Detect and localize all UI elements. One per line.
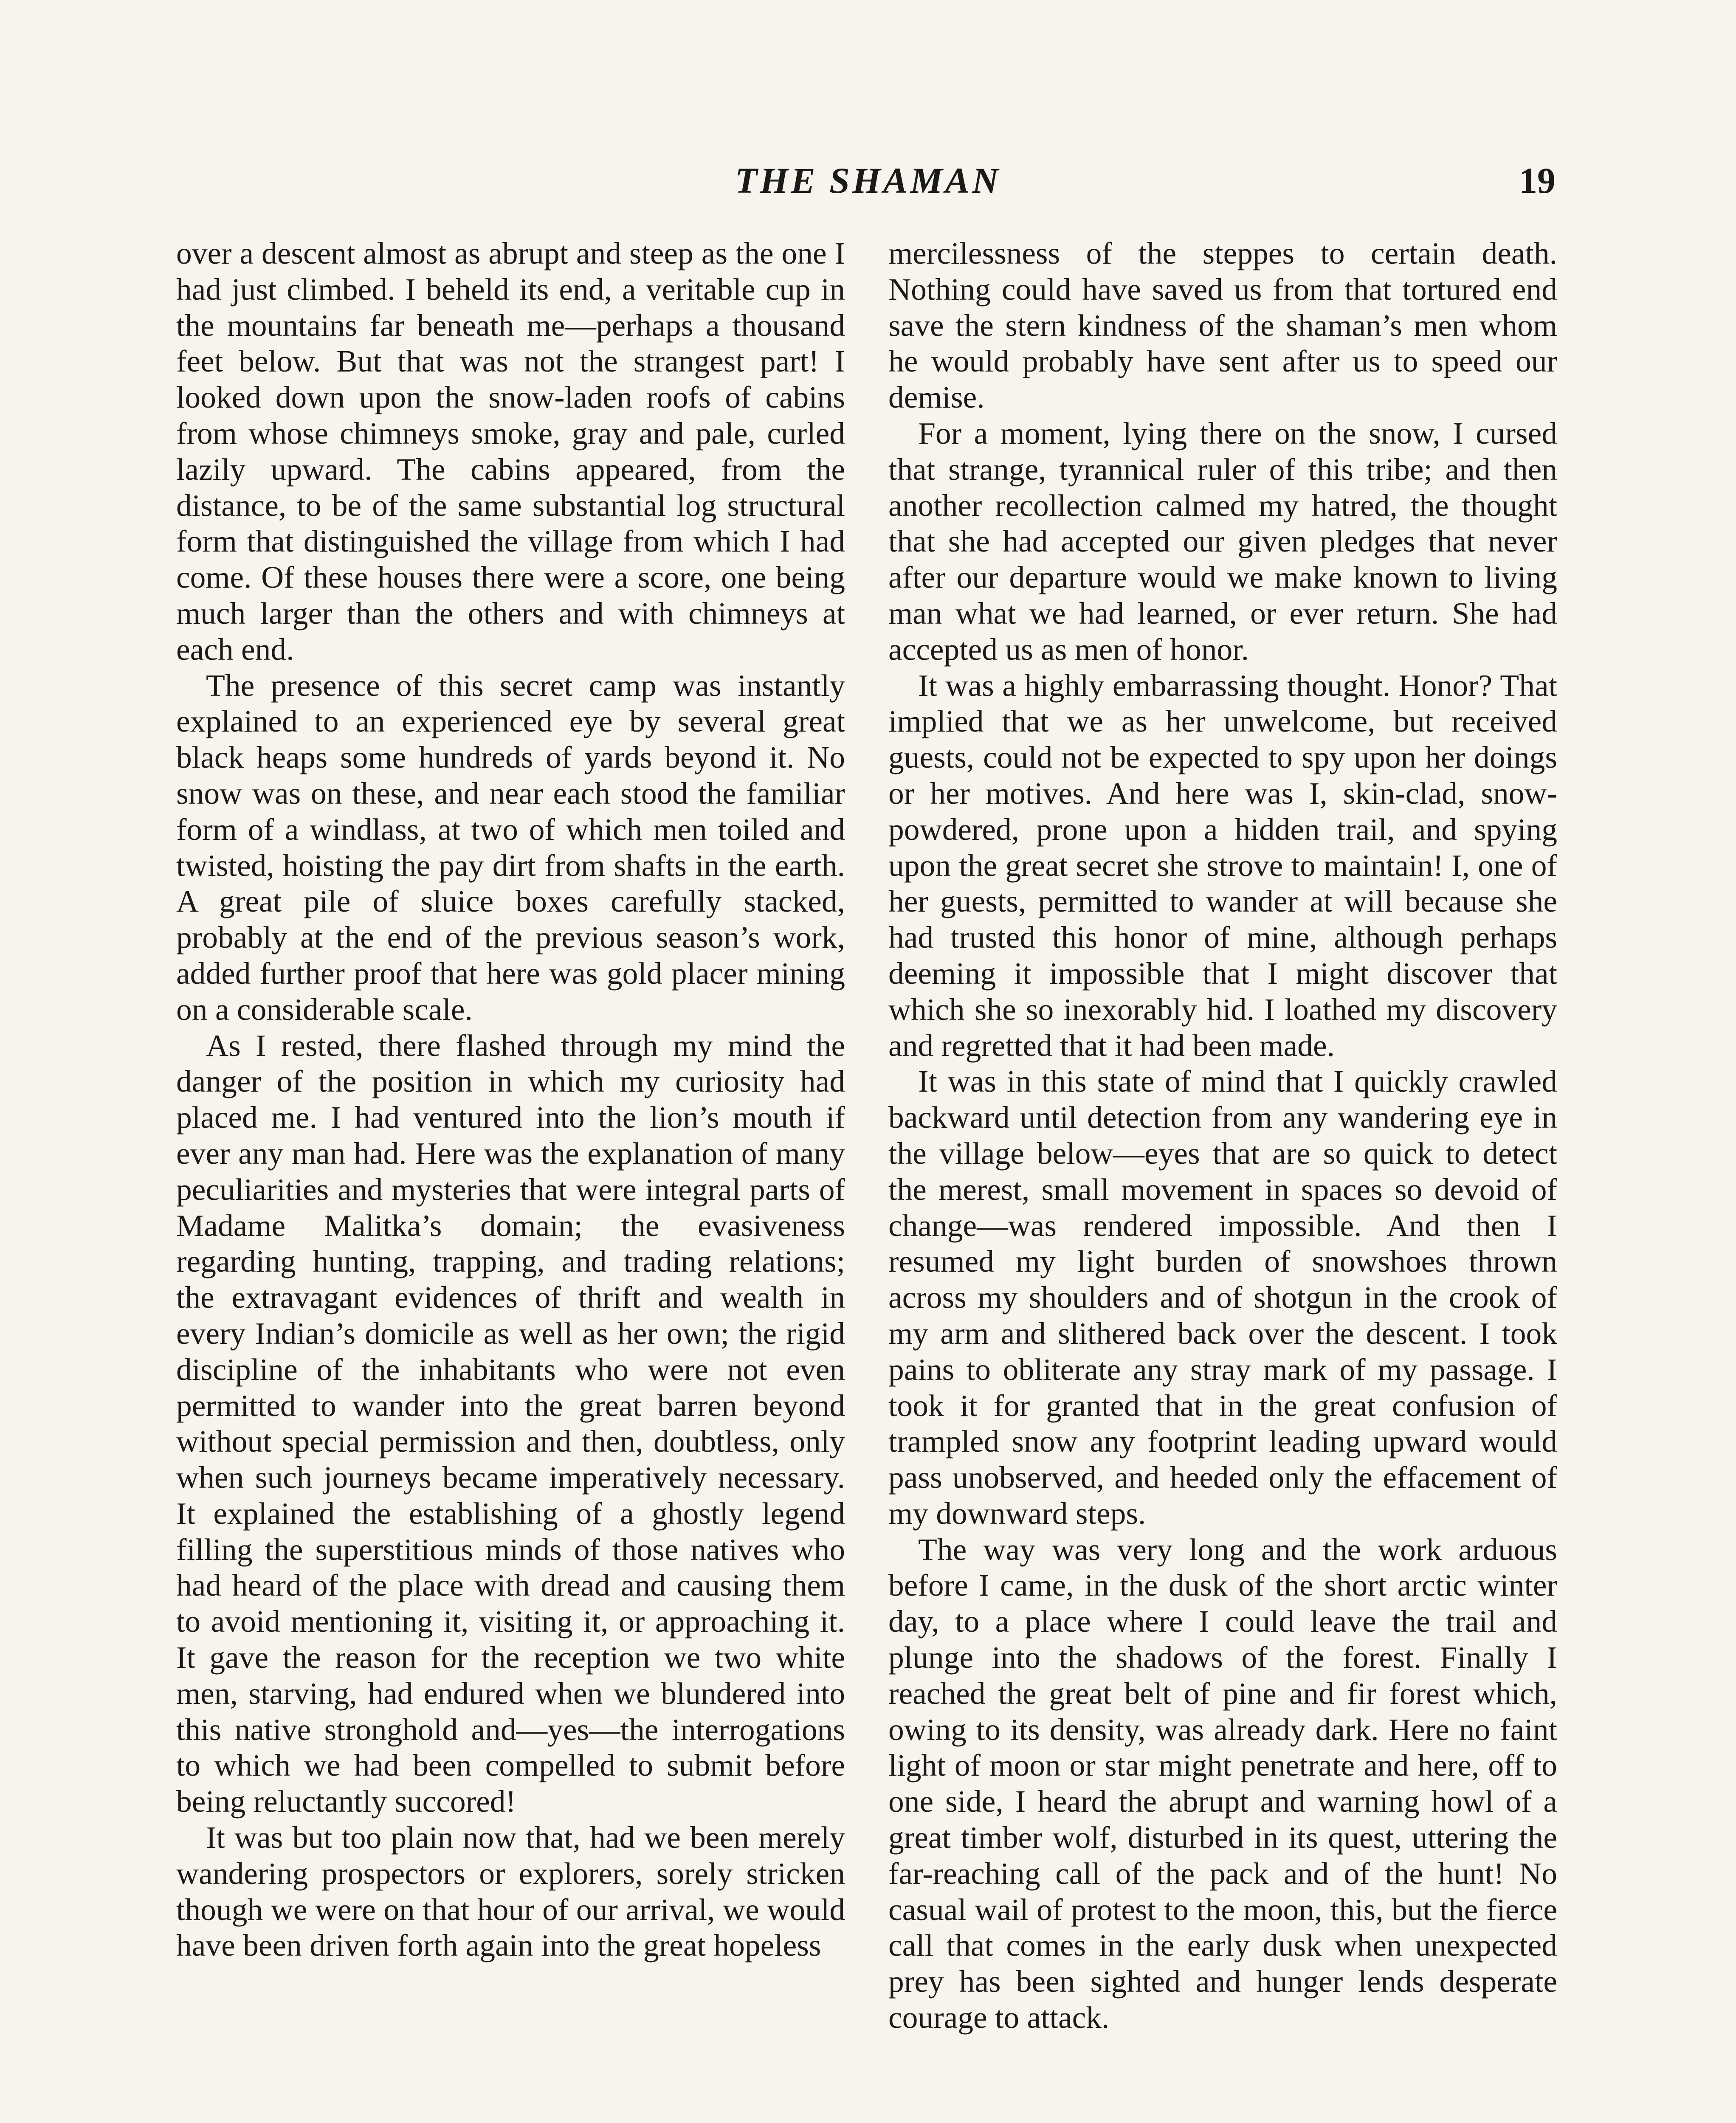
page-header	[0, 159, 1736, 210]
paragraph: As I rested, there flashed through my mind the danger of the position in which my curiosity had placed me. I had ventured into the lion’s mouth if ever any man had. Here was the explanation of many peculiarities and mysteries that were integral parts of Madame Malitka’s domain; the evasiveness regarding hunting, trapping, and trading relations; the extravagant evidences of thrift and wealth in every Indian’s domicile as well as her own; the rigid discipline of the inhabitants who were not even permitted to wander into the great barren beyond without special permission and then, doubtless, only when such journeys became imperatively necessary. It explained the establishing of a ghostly legend filling the superstitious minds of those natives who had heard of the place with dread and causing them to avoid mentioning it, visiting it, or approaching it. It gave the reason for the reception we two white men, starving, had endured when we blundered into this native stronghold and—yes—the interrogations to which we had been compelled to submit before being reluctantly succored!	[176, 1028, 845, 1819]
left-column	[176, 236, 845, 1964]
paragraph: It was a highly embarrassing thought. Honor? That implied that we as her unwelcome, but received guests, could not be expected to spy upon her doings or her motives. And here was I, skin-clad, snow-powdered, prone upon a hidden trail, and spying upon the great secret she strove to maintain! I, one of her guests, permitted to wander at will because she had trusted this honor of mine, although perhaps deeming it impossible that I might discover that which she so inexorably hid. I loathed my discovery and regretted that it had been made.	[888, 668, 1557, 1063]
paragraph: For a moment, lying there on the snow, I cursed that strange, tyrannical ruler of this tribe; and then another recollection calmed my hatred, the thought that she had accepted our given pledges that never after our departure would we make known to living man what we had learned, or ever return. She had accepted us as men of honor.	[888, 416, 1557, 667]
paragraph: mercilessness of the steppes to certain death. Nothing could have saved us from that tortured end save the stern kindness of the shaman’s men whom he would probably have sent after us to speed our demise.	[888, 236, 1557, 415]
page-number: 19	[1519, 160, 1556, 201]
right-column	[888, 236, 1557, 2036]
paragraph: It was in this state of mind that I quickly crawled backward until detection from any wandering eye in the village below—eyes that are so quick to detect the merest, small movement in spaces so devoid of change—was rendered impossible. And then I resumed my light burden of snowshoes thrown across my shoulders and of shotgun in the crook of my arm and slithered back over the descent. I took pains to obliterate any stray mark of my passage. I took it for granted that in the great confusion of trampled snow any footprint leading upward would pass unobserved, and heeded only the effacement of my downward steps.	[888, 1064, 1557, 1531]
paragraph: over a descent almost as abrupt and steep as the one I had just climbed. I beheld its end, a veritable cup in the mountains far beneath me—perhaps a thousand feet below. But that was not the strangest part! I looked down upon the snow-laden roofs of cabins from whose chimneys smoke, gray and pale, curled lazily upward. The cabins appeared, from the distance, to be of the same substantial log structural form that distinguished the village from which I had come. Of these houses there were a score, one being much larger than the others and with chimneys at each end.	[176, 236, 845, 667]
paragraph: It was but too plain now that, had we been merely wandering prospectors or explorers, sorely stricken though we were on that hour of our arrival, we would have been driven forth again into the great hopeless	[176, 1820, 845, 1963]
paragraph: The presence of this secret camp was instantly explained to an experienced eye by several great black heaps some hundreds of yards beyond it. No snow was on these, and near each stood the familiar form of a windlass, at two of which men toiled and twisted, hoisting the pay dirt from shafts in the earth. A great pile of sluice boxes carefully stacked, probably at the end of the previous season’s work, added further proof that here was gold placer mining on a considerable scale.	[176, 668, 845, 1027]
paragraph: The way was very long and the work arduous before I came, in the dusk of the short arctic winter day, to a place where I could leave the trail and plunge into the shadows of the forest. Finally I reached the great belt of pine and fir forest which, owing to its density, was already dark. Here no faint light of moon or star might penetrate and here, off to one side, I heard the abrupt and warning howl of a great timber wolf, disturbed in its quest, uttering the far-reaching call of the pack and of the hunt! No casual wail of protest to the moon, this, but the fierce call that comes in the early dusk when unexpected prey has been sighted and hunger lends desperate courage to attack.	[888, 1532, 1557, 2035]
running-title: THE SHAMAN	[735, 160, 1001, 201]
